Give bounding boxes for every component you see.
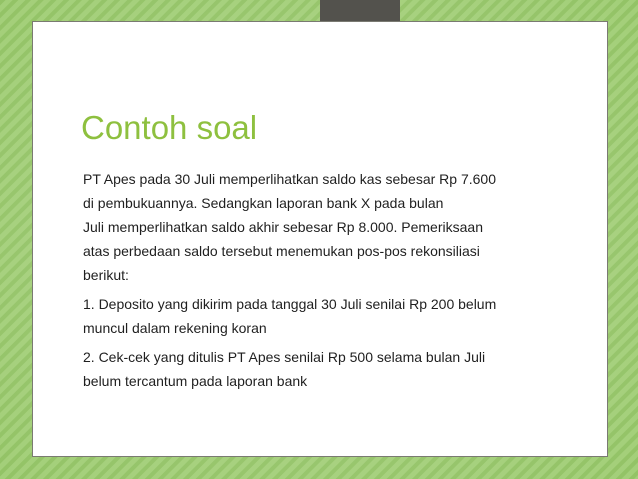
- text-line: PT Apes pada 30 Juli memperlihatkan saldo kas sebesar Rp 7.600: [83, 171, 496, 187]
- slide-body: [83, 167, 563, 398]
- text-line: di pembukuannya. Sedangkan laporan bank X pada bulan: [83, 195, 444, 211]
- paragraph-item-1: [83, 292, 563, 340]
- text-line: 1. Deposito yang dikirim pada tanggal 30 Juli senilai Rp 200 belum: [83, 296, 497, 312]
- text-line: berikut:: [83, 267, 129, 283]
- paragraph-intro: [83, 167, 563, 287]
- text-line: atas perbedaan saldo tersebut menemukan pos-pos rekonsiliasi: [83, 243, 480, 259]
- text-line: muncul dalam rekening koran: [83, 320, 267, 336]
- text-line: 2. Cek-cek yang ditulis PT Apes senilai Rp 500 selama bulan Juli: [83, 349, 486, 365]
- text-line: Juli memperlihatkan saldo akhir sebesar Rp 8.000. Pemeriksaan: [83, 219, 483, 235]
- slide-title: Contoh soal: [81, 109, 258, 146]
- paragraph-item-2: [83, 345, 563, 393]
- text-line: belum tercantum pada laporan bank: [83, 373, 308, 389]
